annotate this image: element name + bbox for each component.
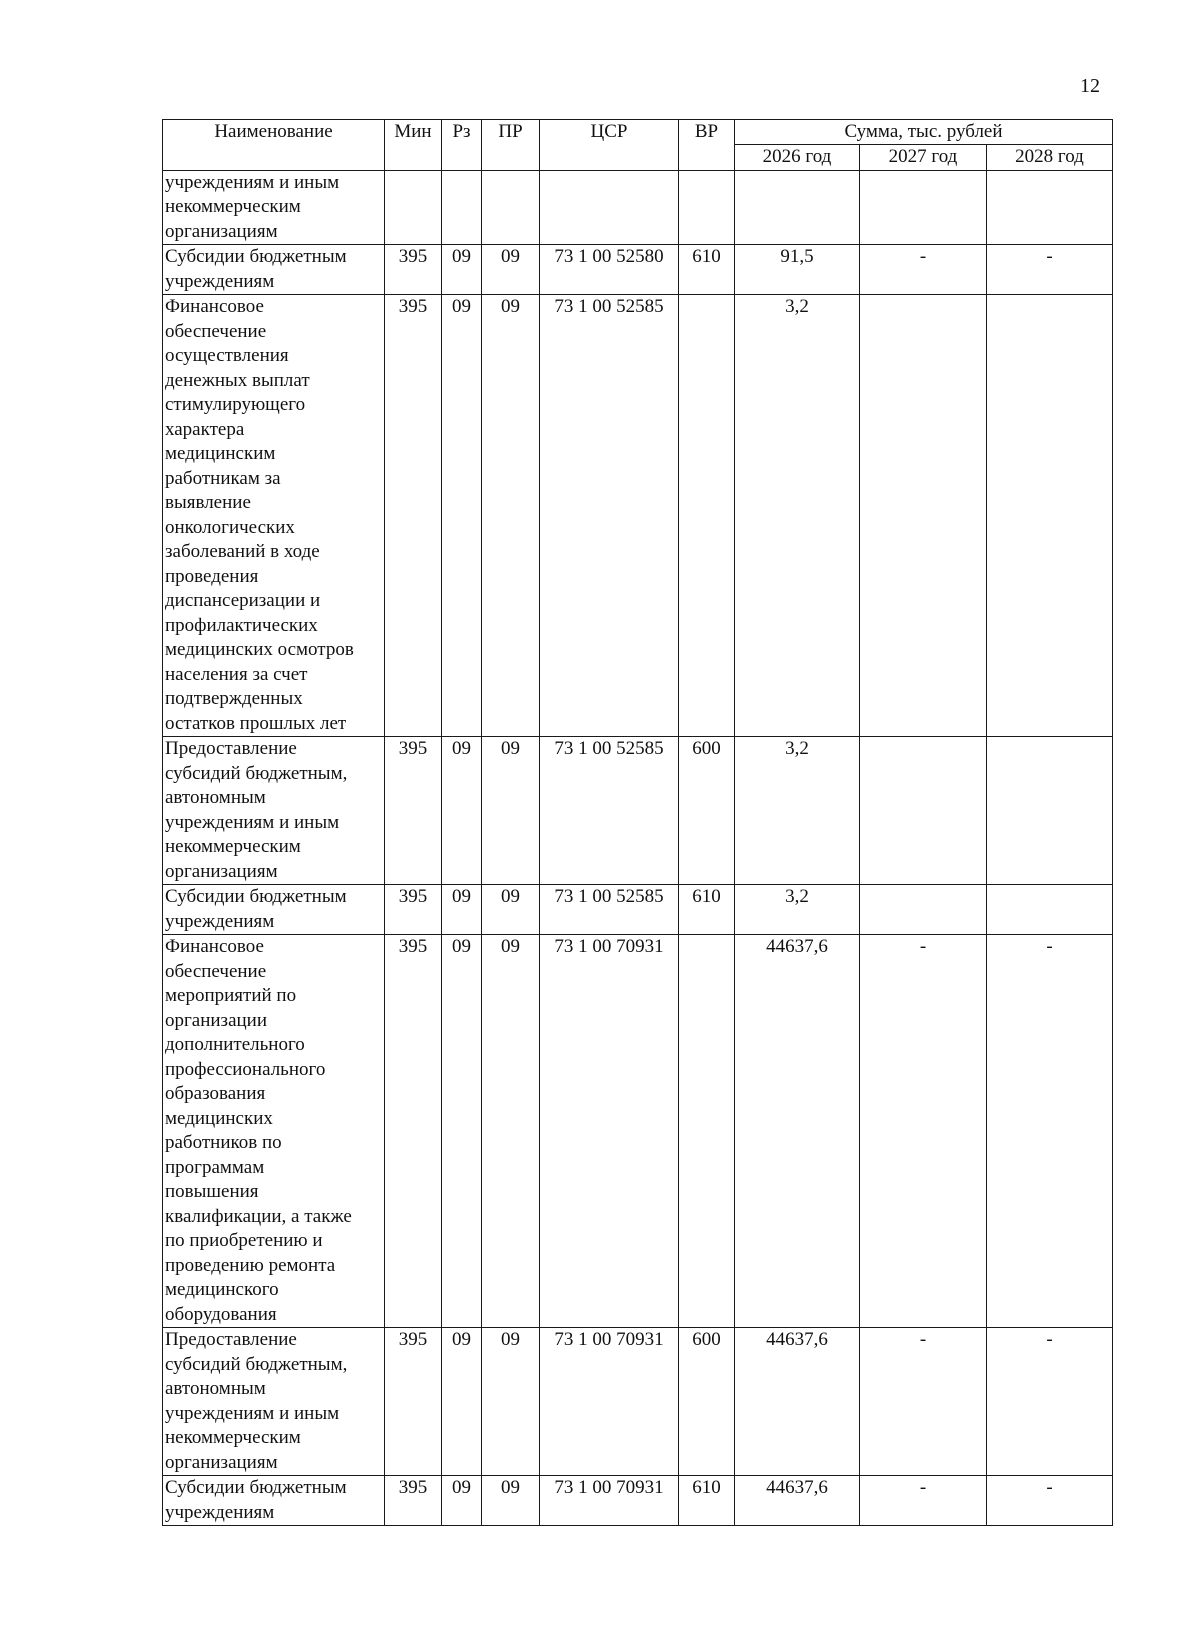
cell-vr: 600: [679, 1328, 735, 1476]
cell-min: 395: [385, 295, 442, 737]
cell-vr: 610: [679, 885, 735, 935]
cell-2028: [987, 170, 1113, 245]
cell-min: 395: [385, 737, 442, 885]
cell-2026: 91,5: [735, 245, 860, 295]
cell-name: Финансовое обеспечение осуществления денежных выплат стимулирующего характера медицинским работникам за выявление онкологических заболеваний в ходе проведения диспансеризации и профилактических медицинских осмотров населения за счет подтвержденных остатков прошлых лет: [163, 295, 385, 737]
header-name: Наименование: [163, 120, 385, 171]
cell-2026: [735, 170, 860, 245]
cell-vr: 610: [679, 1476, 735, 1526]
cell-csr: 73 1 00 52585: [540, 295, 679, 737]
header-row: [163, 120, 1113, 145]
cell-pr: 09: [482, 885, 540, 935]
cell-pr: 09: [482, 1328, 540, 1476]
cell-2027: [860, 170, 987, 245]
cell-2027: -: [860, 245, 987, 295]
cell-min: 395: [385, 1476, 442, 1526]
cell-name: Субсидии бюджетным учреждениям: [163, 245, 385, 295]
cell-name: Предоставление субсидий бюджетным, автономным учреждениям и иным некоммерческим организациям: [163, 1328, 385, 1476]
cell-min: 395: [385, 885, 442, 935]
cell-2028: [987, 295, 1113, 737]
cell-name: Субсидии бюджетным учреждениям: [163, 1476, 385, 1526]
cell-csr: 73 1 00 70931: [540, 1328, 679, 1476]
cell-csr: 73 1 00 52580: [540, 245, 679, 295]
cell-rz: [442, 170, 482, 245]
cell-rz: 09: [442, 1328, 482, 1476]
cell-2027: [860, 737, 987, 885]
cell-2028: [987, 885, 1113, 935]
cell-rz: 09: [442, 245, 482, 295]
cell-name: учреждениям и иным некоммерческим организациям: [163, 170, 385, 245]
cell-vr: [679, 935, 735, 1328]
budget-table: [162, 119, 1113, 1526]
cell-min: 395: [385, 1328, 442, 1476]
cell-pr: 09: [482, 935, 540, 1328]
table-row: [163, 885, 1113, 935]
header-rz: Рз: [442, 120, 482, 171]
table-row: [163, 1328, 1113, 1476]
cell-pr: 09: [482, 737, 540, 885]
cell-min: 395: [385, 245, 442, 295]
cell-2027: -: [860, 1328, 987, 1476]
cell-2028: -: [987, 935, 1113, 1328]
header-2027: 2027 год: [860, 145, 987, 171]
cell-2027: -: [860, 935, 987, 1328]
cell-2026: 3,2: [735, 885, 860, 935]
header-csr: ЦСР: [540, 120, 679, 171]
cell-2026: 44637,6: [735, 1476, 860, 1526]
cell-2026: 3,2: [735, 295, 860, 737]
cell-name: Предоставление субсидий бюджетным, автономным учреждениям и иным некоммерческим организациям: [163, 737, 385, 885]
table-row: [163, 245, 1113, 295]
cell-csr: 73 1 00 52585: [540, 737, 679, 885]
cell-csr: 73 1 00 52585: [540, 885, 679, 935]
cell-rz: 09: [442, 885, 482, 935]
cell-rz: 09: [442, 737, 482, 885]
cell-vr: [679, 295, 735, 737]
header-min: Мин: [385, 120, 442, 171]
header-pr: ПР: [482, 120, 540, 171]
cell-pr: 09: [482, 245, 540, 295]
page-number: 12: [1080, 75, 1100, 97]
cell-min: 395: [385, 935, 442, 1328]
cell-2026: 44637,6: [735, 1328, 860, 1476]
cell-2026: 3,2: [735, 737, 860, 885]
cell-pr: [482, 170, 540, 245]
cell-pr: 09: [482, 295, 540, 737]
table-row: [163, 737, 1113, 885]
table-body: [163, 170, 1113, 1526]
cell-rz: 09: [442, 295, 482, 737]
cell-2028: -: [987, 1328, 1113, 1476]
cell-rz: 09: [442, 935, 482, 1328]
header-2028: 2028 год: [987, 145, 1113, 171]
cell-2028: [987, 737, 1113, 885]
cell-name: Финансовое обеспечение мероприятий по организации дополнительного профессионального образования медицинских работников по программам повышения квалификации, а также по приобретению и проведению ремонта медицинского оборудования: [163, 935, 385, 1328]
cell-vr: [679, 170, 735, 245]
cell-name: Субсидии бюджетным учреждениям: [163, 885, 385, 935]
cell-csr: [540, 170, 679, 245]
table-row: [163, 1476, 1113, 1526]
cell-2027: [860, 885, 987, 935]
cell-csr: 73 1 00 70931: [540, 1476, 679, 1526]
table-row: [163, 935, 1113, 1328]
cell-2026: 44637,6: [735, 935, 860, 1328]
cell-2028: -: [987, 245, 1113, 295]
cell-vr: 610: [679, 245, 735, 295]
header-vr: ВР: [679, 120, 735, 171]
cell-vr: 600: [679, 737, 735, 885]
table-row: [163, 295, 1113, 737]
table-row: [163, 170, 1113, 245]
cell-rz: 09: [442, 1476, 482, 1526]
cell-2028: -: [987, 1476, 1113, 1526]
cell-2027: [860, 295, 987, 737]
header-sum: Сумма, тыс. рублей: [735, 120, 1113, 145]
cell-csr: 73 1 00 70931: [540, 935, 679, 1328]
header-2026: 2026 год: [735, 145, 860, 171]
cell-pr: 09: [482, 1476, 540, 1526]
cell-2027: -: [860, 1476, 987, 1526]
cell-min: [385, 170, 442, 245]
